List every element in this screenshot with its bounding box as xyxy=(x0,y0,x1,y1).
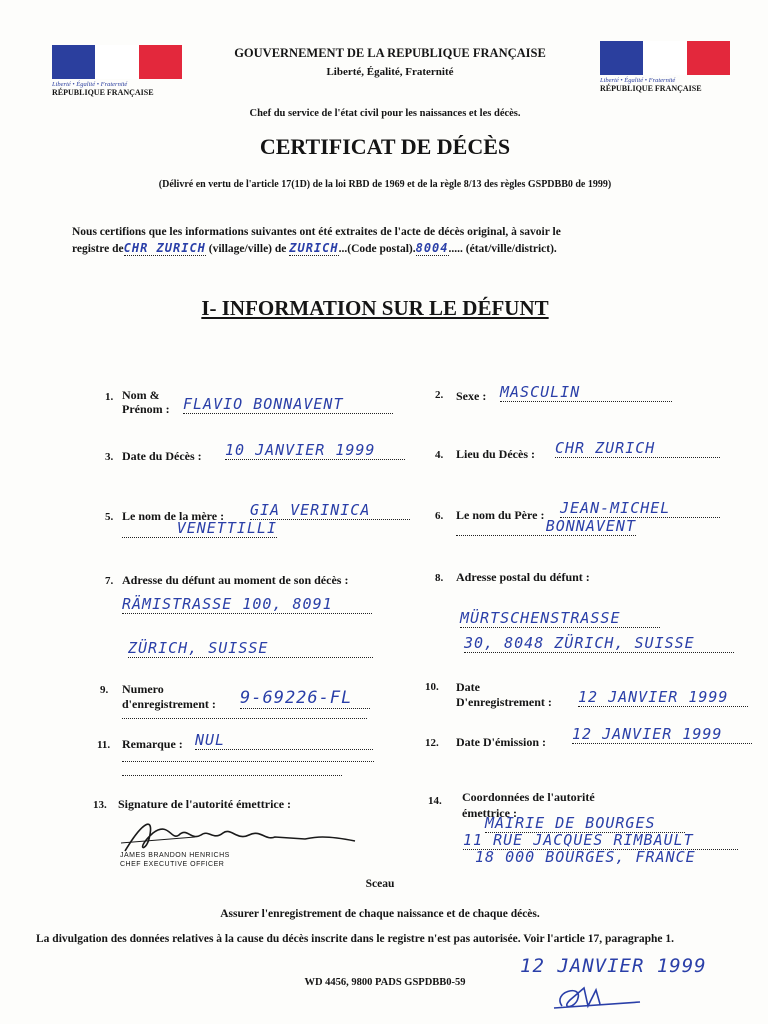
field-number: 12. xyxy=(425,737,439,749)
field-number: 4. xyxy=(435,449,444,461)
field-number: 14. xyxy=(428,795,442,807)
field-label: d'enregistrement : xyxy=(122,697,216,711)
service-line: Chef du service de l'état civil pour les naissances et les décès. xyxy=(249,108,521,119)
signatory-role: CHEF EXECUTIVE OFFICER xyxy=(120,861,225,868)
father-name-value: BONNAVENT xyxy=(456,517,636,536)
field-label: D'enregistrement : xyxy=(456,695,552,709)
field-label: Coordonnées de l'autorité xyxy=(462,790,595,804)
authority-value: 11 RUE JACQUES RIMBAULT xyxy=(463,831,738,850)
field-label: Nom & xyxy=(122,388,160,402)
seal-label: Sceau xyxy=(365,878,395,890)
field-label: Adresse postal du défunt : xyxy=(456,570,590,584)
field-label: émettrice : xyxy=(462,806,517,820)
address-value: RÄMISTRASSE 100, 8091 xyxy=(122,595,372,614)
initials-graphic xyxy=(548,982,648,1014)
death-place-value: CHR ZURICH xyxy=(555,439,720,458)
dotted-line xyxy=(122,775,342,776)
section-title: I- INFORMATION SUR LE DÉFUNT xyxy=(201,296,549,320)
field-label: Remarque : xyxy=(122,737,183,751)
city-value: ZURICH xyxy=(289,241,339,255)
logo-name: RÉPUBLIQUE FRANÇAISE xyxy=(52,88,154,97)
field-label: Le nom du Père : xyxy=(456,508,545,522)
issue-date-value: 12 JANVIER 1999 xyxy=(572,725,752,744)
field-number: 2. xyxy=(435,389,444,401)
logo-motto: Liberté • Égalité • Fraternité xyxy=(52,81,128,88)
field-label: Numero xyxy=(122,682,164,696)
flag-icon xyxy=(600,41,730,75)
field-number: 9. xyxy=(100,684,109,696)
remark-value: NUL xyxy=(195,731,373,750)
field-number: 8. xyxy=(435,572,444,584)
field-label: Sexe : xyxy=(456,389,487,403)
postal-address-value: 30, 8048 ZÜRICH, SUISSE xyxy=(464,634,734,653)
flag-icon xyxy=(52,45,182,79)
gov-motto: Liberté, Égalité, Fraternité xyxy=(326,66,454,78)
dotted-line xyxy=(122,718,367,719)
field-number: 1. xyxy=(105,391,114,403)
sex-value: MASCULIN xyxy=(500,383,672,402)
intro-text: ...(Code postal). xyxy=(338,243,416,255)
field-number: 7. xyxy=(105,575,114,587)
postal-value: 8004 xyxy=(415,241,449,255)
field-number: 11. xyxy=(97,739,111,751)
legal-note: (Délivré en vertu de l'article 17(1D) de la loi RBD de 1969 et de la règle 8/13 des règles GSPDBB0 de 1999) xyxy=(158,179,612,190)
father-name-value: JEAN-MICHEL xyxy=(560,499,720,518)
intro-text: ..... (état/ville/district). xyxy=(448,243,557,255)
authority-value: MAIRIE DE BOURGES xyxy=(485,814,685,833)
logo-motto: Liberté • Égalité • Fraternité xyxy=(600,77,676,84)
disclosure-note: La divulgation des données relatives à la cause du décès inscrite dans le registre n'est pas autorisée. Voir l'article 17, paragraphe 1. xyxy=(36,933,675,945)
name-value: FLAVIO BONNAVENT xyxy=(183,395,393,414)
page-title: CERTIFICAT DE DÉCÈS xyxy=(259,134,511,159)
mother-name-value: VENETTILLI xyxy=(122,519,277,538)
logo-right xyxy=(600,41,732,93)
postal-address-value: MÜRTSCHENSTRASSE xyxy=(460,609,660,628)
field-number: 3. xyxy=(105,451,114,463)
signatory-name: JAMES BRANDON HENRICHS xyxy=(120,852,230,859)
authority-value: 18 000 BOURGES, FRANCE xyxy=(475,848,696,866)
address-value: ZÜRICH, SUISSE xyxy=(128,639,373,658)
dotted-line xyxy=(122,761,374,762)
registration-number-value: 9-69226-FL xyxy=(240,688,370,709)
field-label: Date du Décès : xyxy=(122,449,202,463)
field-label: Date D'émission : xyxy=(456,735,546,749)
registry-value: CHR ZURICH xyxy=(123,241,206,255)
field-label: Le nom de la mère : xyxy=(122,509,225,523)
footer-date: 12 JANVIER 1999 xyxy=(520,955,707,977)
field-number: 5. xyxy=(105,511,114,523)
logo-name: RÉPUBLIQUE FRANÇAISE xyxy=(600,84,702,93)
field-number: 10. xyxy=(425,681,439,693)
field-label: Prénom : xyxy=(122,402,170,416)
field-label: Signature de l'autorité émettrice : xyxy=(118,797,292,811)
intro-text: (village/ville) de xyxy=(208,243,287,255)
field-label: Adresse du défunt au moment de son décès : xyxy=(122,573,349,587)
field-label: Lieu du Décès : xyxy=(456,447,535,461)
field-number: 6. xyxy=(435,510,444,522)
death-date-value: 10 JANVIER 1999 xyxy=(225,441,405,460)
intro-line2 xyxy=(72,241,557,255)
reference-number: WD 4456, 9800 PADS GSPDBB0-59 xyxy=(304,977,466,988)
field-number: 13. xyxy=(93,799,107,811)
ensure-note: Assurer l'enregistrement de chaque naissance et de chaque décès. xyxy=(220,908,540,920)
intro-line1: Nous certifions que les informations suivantes ont été extraites de l'acte de décès original, à savoir le xyxy=(72,226,561,238)
gov-title: GOUVERNEMENT DE LA REPUBLIQUE FRANÇAISE xyxy=(234,46,546,60)
signature-graphic xyxy=(115,815,365,857)
intro-text: registre de xyxy=(72,243,124,255)
logo-left xyxy=(52,45,184,97)
field-label: Date xyxy=(456,680,480,694)
registration-date-value: 12 JANVIER 1999 xyxy=(578,688,748,707)
mother-name-value: GIA VERINICA xyxy=(250,501,410,520)
